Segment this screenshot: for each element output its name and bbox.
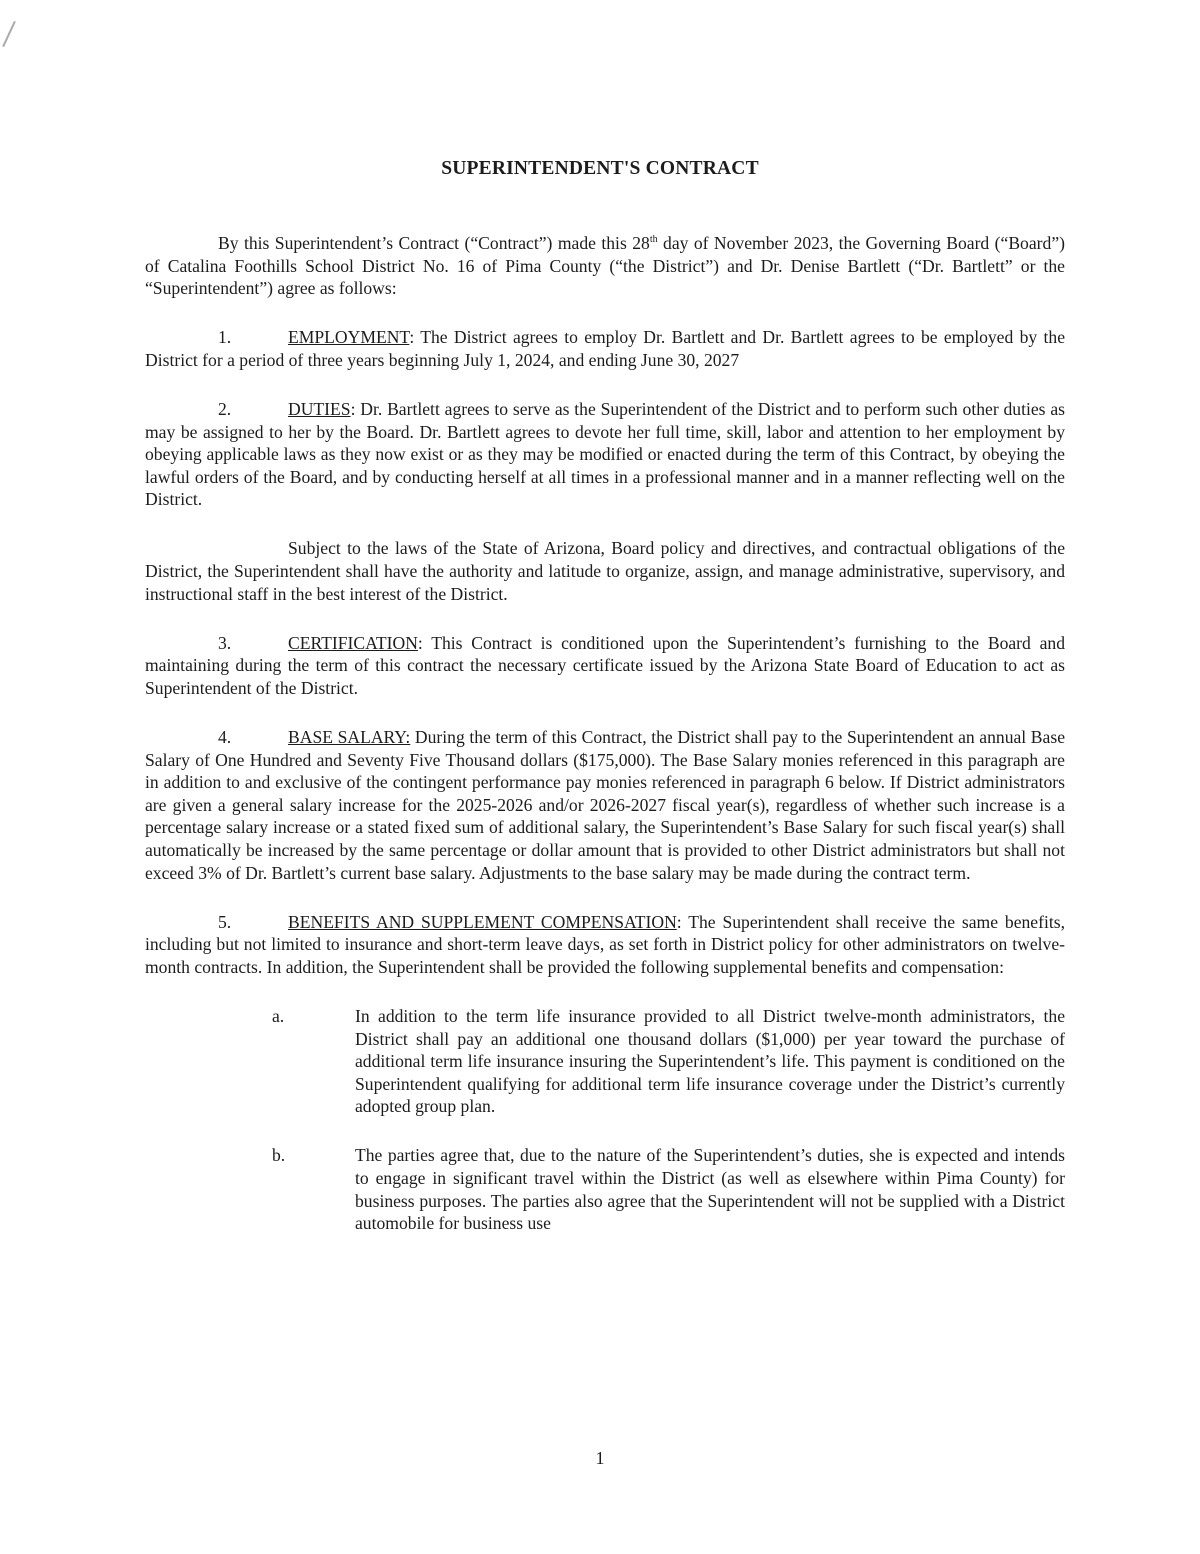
separator: : bbox=[350, 398, 361, 419]
section-number: 1. bbox=[218, 327, 232, 348]
subitem-b bbox=[272, 1144, 1065, 1234]
section-text: The District agrees to employ Dr. Bartlett and Dr. Bartlett agrees to be employed by the District for a period of three years beginning July 1, 2024, and ending June 30, 2027 bbox=[145, 327, 1066, 370]
page-number: 1 bbox=[595, 1448, 605, 1468]
subitem-a bbox=[272, 1005, 1065, 1118]
section-text: This Contract is conditioned upon the Superintendent’s furnishing to the Board and maintaining during the term of this contract the necessary certificate issued by the Arizona State Board of Education to act as Superintendent of the District. bbox=[145, 632, 1065, 698]
document-body bbox=[145, 232, 1065, 1261]
section-number: 5. bbox=[218, 911, 232, 932]
separator: : bbox=[417, 632, 432, 653]
section-heading: EMPLOYMENT bbox=[288, 327, 410, 348]
ordinal-suffix: th bbox=[649, 234, 658, 246]
section-base-salary bbox=[145, 726, 1065, 884]
section-number: 2. bbox=[218, 398, 232, 419]
subitem-text: The parties agree that, due to the nature of the Superintendent’s duties, she is expected and intends to engage in significant travel within the District (as well as elsewhere within Pima County) for business purposes. The parties also agree that the Superintendent will not be supplied with a District automobile for business use bbox=[355, 1145, 1065, 1234]
subitem-letter: a. bbox=[272, 1005, 285, 1026]
section-employment bbox=[145, 326, 1065, 371]
section-heading: BENEFITS AND SUPPLEMENT COMPENSATION bbox=[288, 911, 677, 932]
subitem-text: In addition to the term life insurance provided to all District twelve-month administrators, the District shall pay an additional one thousand dollars ($1,000) per year toward the purchase of additional term life insurance insuring the Superintendent’s life. This payment is conditioned on the Superintendent qualifying for additional term life insurance coverage under the District’s currently adopted group plan. bbox=[355, 1005, 1065, 1117]
separator: : bbox=[676, 911, 689, 932]
section-duties-authority bbox=[145, 537, 1065, 605]
intro-paragraph bbox=[145, 232, 1065, 300]
section-text: Dr. Bartlett agrees to serve as the Superintendent of the District and to perform such other duties as may be assigned to her by the Board. Dr. Bartlett agrees to devote her full time, skill, labor and attention to her employment by obeying applicable laws as they now exist or as they may be modified or enacted during the term of this Contract, by obeying the lawful orders of the Board, and by conducting herself at all times in a professional manner and in a manner reflecting well on the District. bbox=[145, 398, 1065, 510]
document-title: SUPERINTENDENT'S CONTRACT bbox=[441, 158, 759, 179]
section-heading: BASE SALARY: bbox=[288, 727, 411, 747]
section-number: 3. bbox=[218, 632, 232, 653]
section-certification bbox=[145, 632, 1065, 700]
scan-mark bbox=[2, 21, 16, 47]
intro-text-cont: day of November 2023, the Governing Board (“Board”) of Catalina Foothills School District No. 16 of Pima County (“the District”) and Dr. Denise Bartlett (“Dr. Bartlett” or the “Superintendent”) agree as follows: bbox=[145, 233, 1065, 299]
section-text: The Superintendent shall receive the same benefits, including but not limited to insurance and short-term leave days, as set forth in District policy for other administrators on twelve-month contracts. In addition, the Superintendent shall be provided the following supplemental benefits and compensation: bbox=[145, 911, 1065, 977]
separator: : bbox=[409, 327, 421, 348]
section-benefits bbox=[145, 911, 1065, 979]
section-heading: CERTIFICATION bbox=[288, 632, 418, 653]
intro-text: By this Superintendent’s Contract (“Contract”) made this 28 bbox=[218, 233, 650, 253]
section-heading: DUTIES bbox=[288, 398, 351, 419]
subitem-letter: b. bbox=[272, 1145, 286, 1166]
section-text: Subject to the laws of the State of Arizona, Board policy and directives, and contractual obligations of the District, the Superintendent shall have the authority and latitude to organize, assign, and manage administrative, supervisory, and instructional staff in the best interest of the District. bbox=[145, 538, 1065, 604]
section-number: 4. bbox=[218, 727, 232, 747]
section-duties bbox=[145, 398, 1065, 511]
section-text: During the term of this Contract, the District shall pay to the Superintendent an annual Base Salary of One Hundred and Seventy Five Thousand dollars ($175,000). The Base Salary monies referenced in this paragraph are in addition to and exclusive of the contingent performance pay monies referenced in paragraph 6 below. If District administrators are given a general salary increase for the 2025-2026 and/or 2026-2027 fiscal year(s), regardless of whether such increase is a percentage salary increase or a stated fixed sum of additional salary, the Superintendent’s Base Salary for such fiscal year(s) shall automatically be increased by the same percentage or dollar amount that is provided to other District administrators but shall not exceed 3% of Dr. Bartlett’s current base salary. Adjustments to the base salary may be made during the contract term. bbox=[145, 727, 1066, 883]
